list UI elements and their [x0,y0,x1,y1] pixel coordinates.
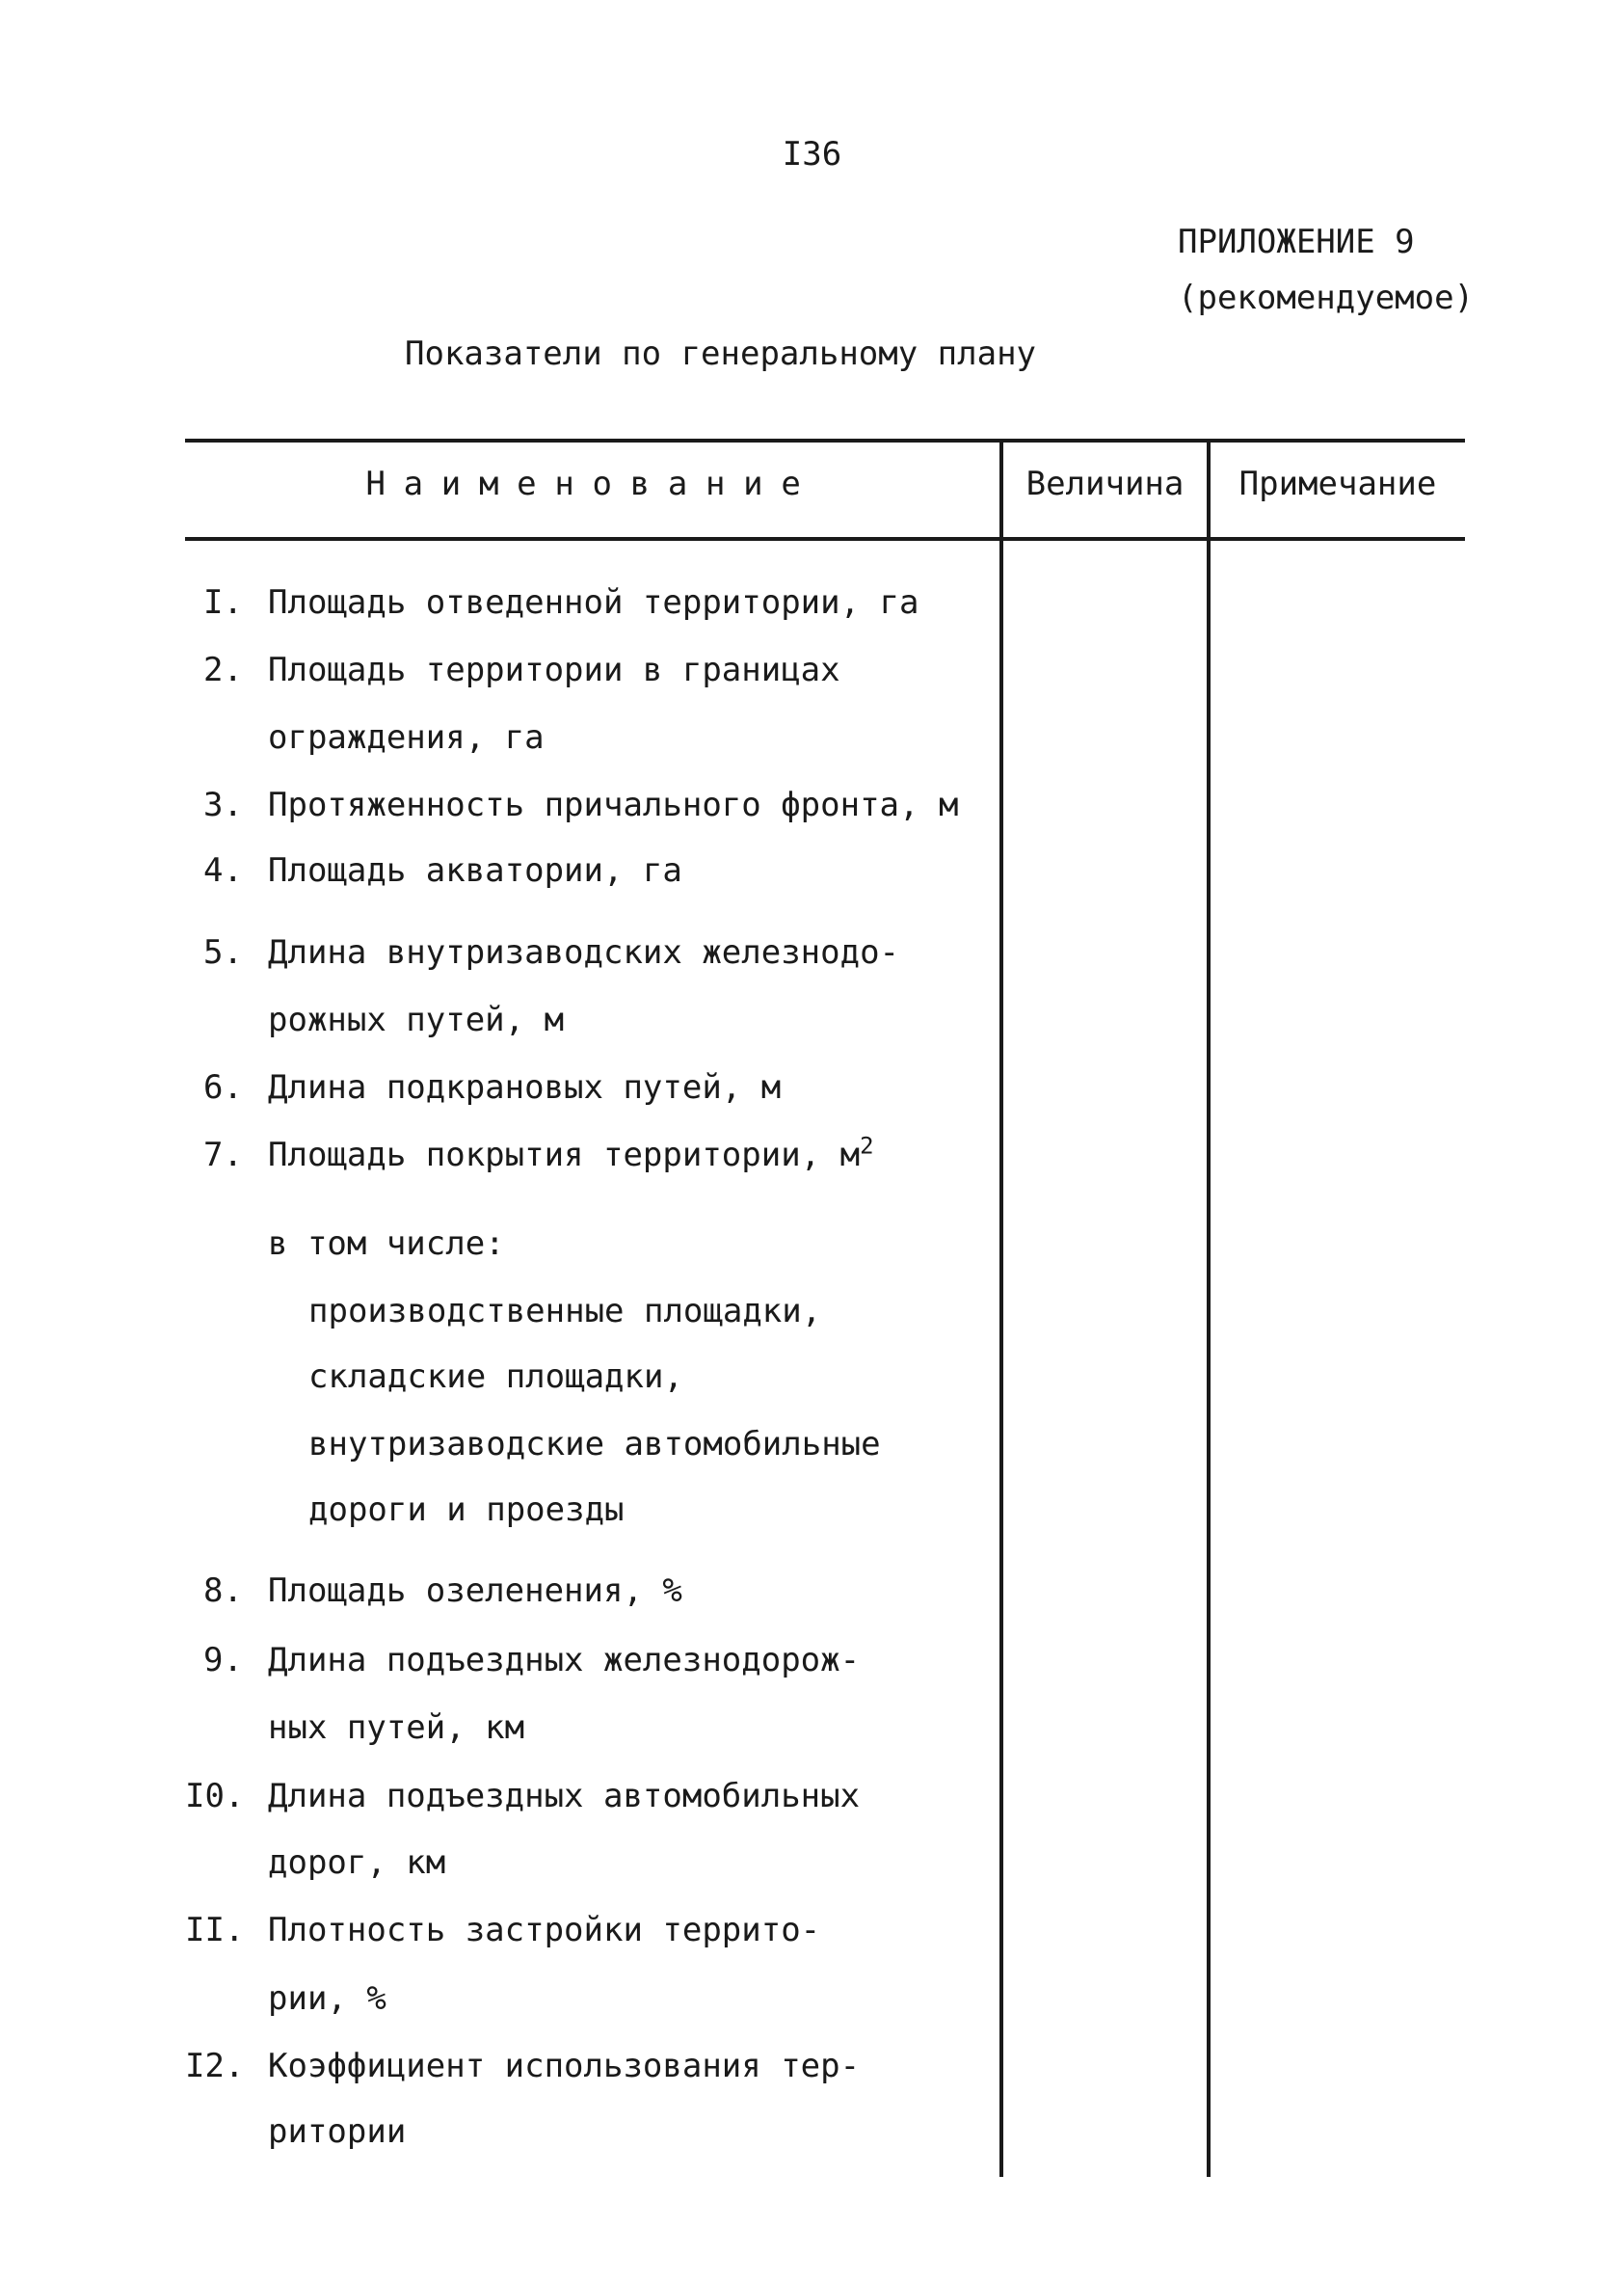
row-text: Длина подъездных автомобильных [268,1777,861,1815]
row-number: I. [203,583,243,622]
column-divider-value [999,439,1003,2177]
row-text: Коэффициент использования тер- [268,2047,861,2085]
appendix-title: ПРИЛОЖЕНИЕ 9 [1178,223,1415,261]
row-number: I0. [185,1777,245,1815]
row-text: Площадь территории в границах [268,651,840,689]
row-text: Площадь озеленения, % [268,1571,682,1610]
column-divider-note [1207,439,1211,2177]
row-text: ограждения, га [268,718,545,757]
appendix-label [1178,214,1474,326]
table-top-rule [185,439,1465,443]
row-text: складские площадки, [308,1357,683,1396]
row-text: Площадь покрытия территории, $м^2$ [268,1132,874,1174]
row-text: дороги и проезды [308,1490,625,1529]
row-number: 6. [203,1068,243,1107]
row-number: I2. [185,2047,245,2085]
row-text: Длина подъездных железнодорож- [268,1641,861,1679]
appendix-subtitle: (рекомендуемое) [1178,279,1475,317]
row-number: II. [185,1911,245,1949]
row-text: рожных путей, м [268,1001,565,1039]
row-text: в том числе: [268,1224,505,1263]
row-text: рии, % [268,1979,386,2018]
table-header-rule [185,537,1465,541]
row-number: 8. [203,1571,243,1610]
column-header-name: Наименование [365,465,819,503]
page-number: I36 [782,135,842,174]
row-text: Площадь акватории, га [268,851,682,890]
column-header-note: Примечание [1238,465,1437,503]
row-text: внутризаводские автомобильные [308,1425,881,1463]
row-text: Плотность застройки террито- [268,1911,821,1949]
row-number: 7. [203,1136,243,1174]
row-text: ных путей, км [268,1708,525,1747]
column-header-value: Величина [1025,465,1185,503]
row-number: 3. [203,786,243,824]
row-number: 2. [203,651,243,689]
row-number: 9. [203,1641,243,1679]
row-text: Протяженность причального фронта, м [268,786,959,824]
row-number: 4. [203,851,243,890]
row-text: Длина внутризаводских железнодо- [268,933,900,972]
document-title: Показатели по генеральному плану [405,335,1037,373]
row-number: 5. [203,933,243,972]
row-text: Площадь отведенной территории, га [268,583,919,622]
row-text: производственные площадки, [308,1292,822,1330]
superscript: 2 [860,1132,874,1160]
row-text: Длина подкрановых путей, м [268,1068,782,1107]
row-text: ритории [268,2112,407,2151]
row-text: дорог, км [268,1843,446,1882]
